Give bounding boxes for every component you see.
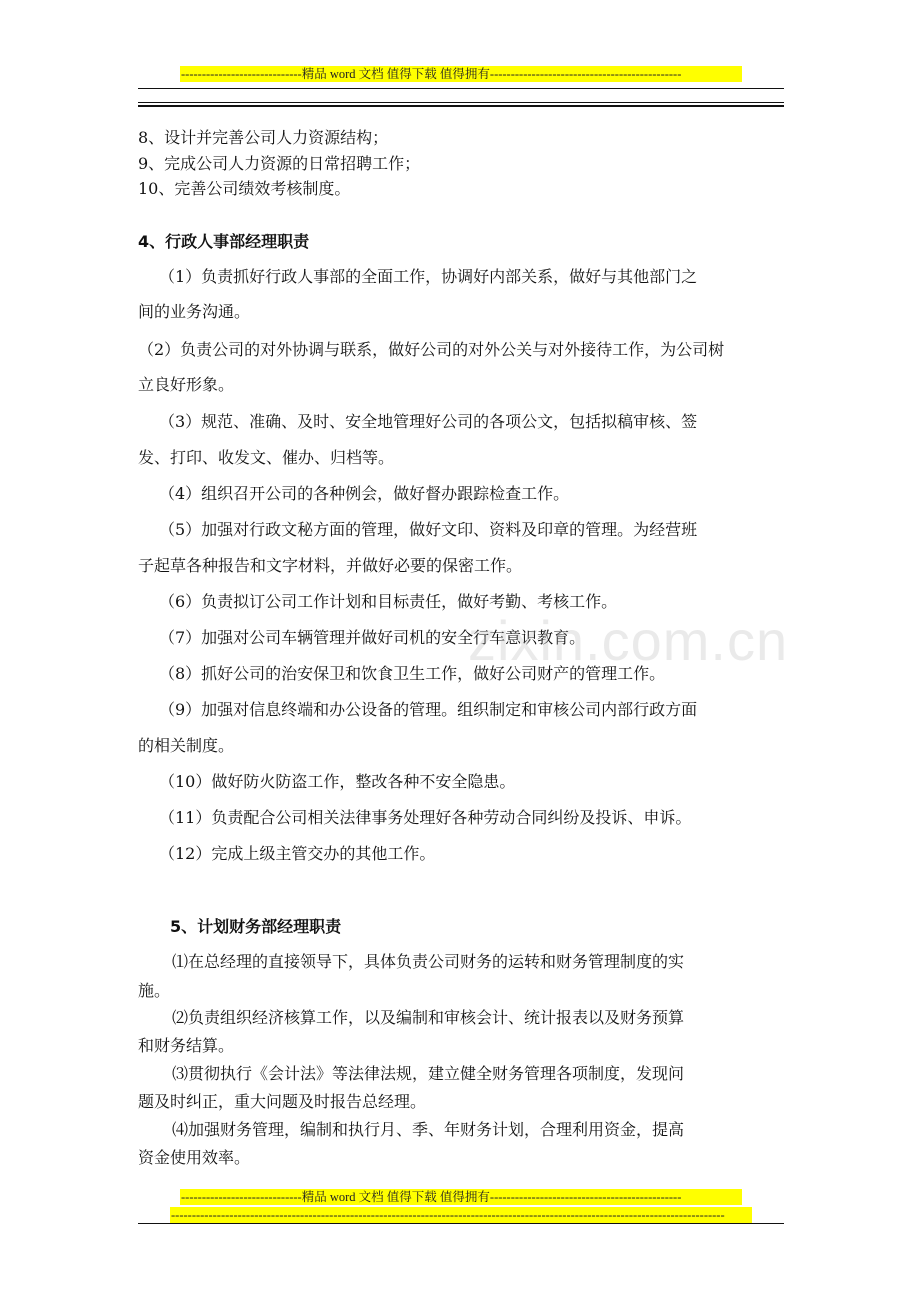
list-item-9: 9、完成公司人力资源的日常招聘工作； xyxy=(138,154,421,173)
footer-rule xyxy=(138,1223,784,1224)
header-rule-thin xyxy=(138,102,784,103)
header-banner: -----------------------------精品 word 文档 值得下载 值得拥有---------------------------------------------- xyxy=(180,66,742,82)
list-item-8: 8、设计并完善公司人力资源结构； xyxy=(138,128,389,147)
header-rule-top xyxy=(138,88,784,89)
section-4-title: 4、行政人事部经理职责 xyxy=(138,232,310,251)
s5-line: 施。 xyxy=(138,981,171,1000)
s5-line: 题及时纠正，重大问题及时报告总经理。 xyxy=(138,1092,427,1111)
s5-line: ⑴在总经理的直接领导下，具体负责公司财务的运转和财务管理制度的实 xyxy=(172,952,685,971)
s5-line: ⑵负责组织经济核算工作，以及编制和审核会计、统计报表以及财务预算 xyxy=(172,1008,685,1027)
s4-line: 间的业务沟通。 xyxy=(138,302,251,321)
s4-line: （8）抓好公司的治安保卫和饮食卫生工作，做好公司财产的管理工作。 xyxy=(159,664,666,683)
s4-line: （4）组织召开公司的各种例会，做好督办跟踪检查工作。 xyxy=(159,484,570,503)
section-5-title: 5、计划财务部经理职责 xyxy=(170,917,342,936)
s4-line: （3）规范、准确、及时、安全地管理好公司的各项公文，包括拟稿审核、签 xyxy=(159,412,698,431)
s4-line: 子起草各种报告和文字材料，并做好必要的保密工作。 xyxy=(138,556,523,575)
s4-line: （2）负责公司的对外协调与联系，做好公司的对外公关与对外接待工作，为公司树 xyxy=(138,340,725,359)
s5-line: ⑷加强财务管理，编制和执行月、季、年财务计划，合理利用资金，提高 xyxy=(172,1120,685,1139)
s4-line: （9）加强对信息终端和办公设备的管理。组织制定和审核公司内部行政方面 xyxy=(159,700,698,719)
s4-line: （7）加强对公司车辆管理并做好司机的安全行车意识教育。 xyxy=(159,628,586,647)
s4-line: 发、打印、收发文、催办、归档等。 xyxy=(138,448,395,467)
s4-line: （6）负责拟订公司工作计划和目标责任，做好考勤、考核工作。 xyxy=(159,592,618,611)
list-item-10: 10、完善公司绩效考核制度。 xyxy=(138,179,351,198)
footer-dash-line: ------------------------------------------------------------------------------------------------------------------------------------- xyxy=(170,1207,752,1223)
s4-line: 的相关制度。 xyxy=(138,736,235,755)
s4-line: （5）加强对行政文秘方面的管理，做好文印、资料及印章的管理。为经营班 xyxy=(159,520,698,539)
watermark-text: zixin.com.cn xyxy=(468,609,789,672)
s4-line: （1）负责抓好行政人事部的全面工作，协调好内部关系，做好与其他部门之 xyxy=(159,267,698,286)
s4-line: 立良好形象。 xyxy=(138,375,235,394)
s4-line: （12）完成上级主管交办的其他工作。 xyxy=(159,844,436,863)
s5-line: 和财务结算。 xyxy=(138,1036,235,1055)
s4-line: （11）负责配合公司相关法律事务处理好各种劳动合同纠纷及投诉、申诉。 xyxy=(159,808,692,827)
footer-banner: -----------------------------精品 word 文档 值得下载 值得拥有---------------------------------------------- xyxy=(180,1189,742,1205)
s5-line: 资金使用效率。 xyxy=(138,1148,251,1167)
s5-line: ⑶贯彻执行《会计法》等法律法规，建立健全财务管理各项制度，发现问 xyxy=(172,1064,685,1083)
header-rule-thick xyxy=(138,105,784,107)
s4-line: （10）做好防火防盗工作，整改各种不安全隐患。 xyxy=(159,772,516,791)
